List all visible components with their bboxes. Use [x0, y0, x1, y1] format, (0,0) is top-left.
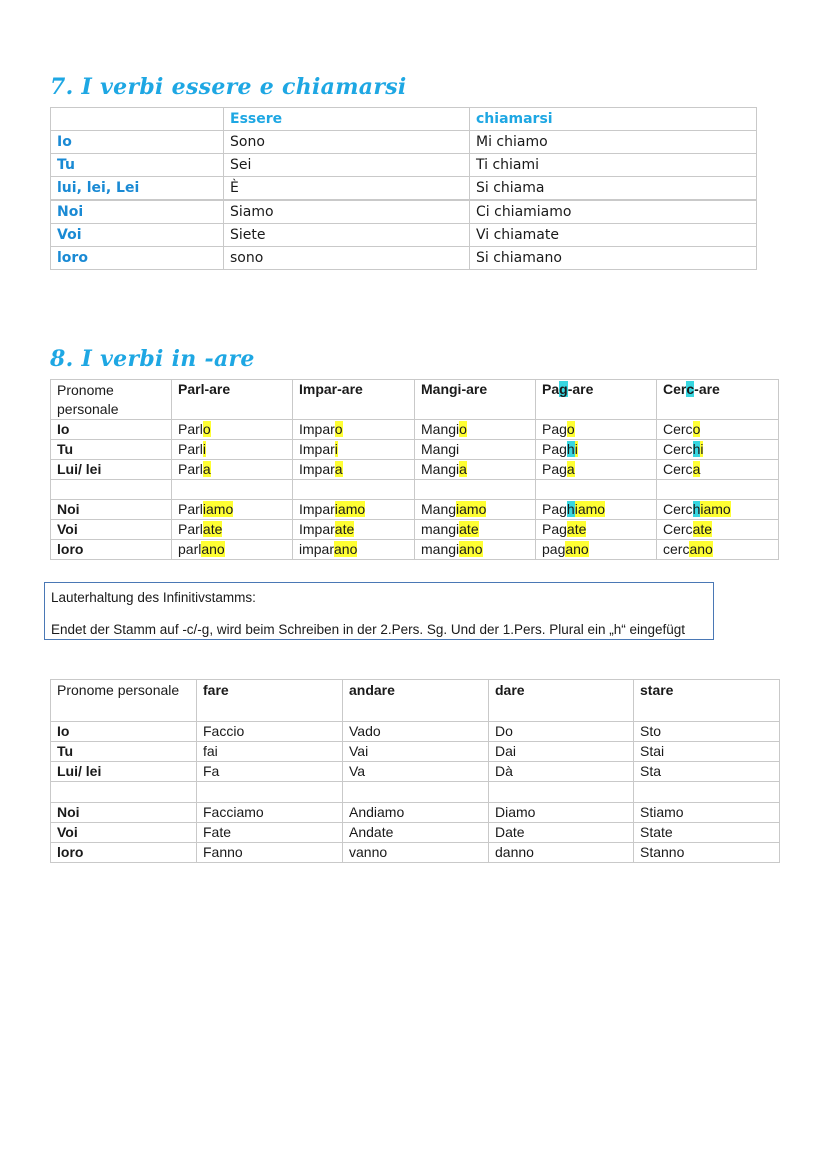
chiamarsi-cell: Vi chiamate [470, 224, 757, 247]
spacer-cell [415, 480, 536, 500]
form-cell: mangiano [415, 540, 536, 560]
form-cell: Cerchi [657, 440, 779, 460]
form-cell: Impariamo [293, 500, 415, 520]
form-cell: Fa [197, 762, 343, 782]
essere-cell: Siete [224, 224, 470, 247]
form-cell: Impara [293, 460, 415, 480]
form-cell: imparano [293, 540, 415, 560]
verb-header-cercare: Cerc-are [657, 380, 779, 420]
verb-header-parlare: Parl-are [172, 380, 293, 420]
verb-header-pagare: Pag-are [536, 380, 657, 420]
form-cell: parlano [172, 540, 293, 560]
form-cell: Parlo [172, 420, 293, 440]
form-cell: Cerca [657, 460, 779, 480]
chiamarsi-cell: Mi chiamo [470, 131, 757, 154]
note-heading: Lauterhaltung des Infinitivstamms: [51, 590, 256, 605]
spacer-cell [51, 782, 197, 803]
table-row [51, 500, 779, 520]
form-cell: Vado [343, 722, 489, 742]
are-verbs-table [50, 379, 779, 560]
form-cell: Stiamo [634, 803, 780, 823]
pronoun-cell: Tu [51, 742, 197, 762]
form-cell: Stanno [634, 843, 780, 863]
form-cell: Diamo [489, 803, 634, 823]
table-row [51, 520, 779, 540]
form-cell: Imparate [293, 520, 415, 540]
pronoun-cell: Tu [51, 154, 224, 177]
pronoun-header: Pronome personale [51, 680, 197, 722]
table-row [51, 201, 757, 224]
table-row [51, 803, 780, 823]
form-cell: Cerco [657, 420, 779, 440]
form-cell: Parli [172, 440, 293, 460]
form-cell: Parla [172, 460, 293, 480]
form-cell: Vai [343, 742, 489, 762]
form-cell: Fate [197, 823, 343, 843]
form-cell: Paghiamo [536, 500, 657, 520]
table-row [51, 224, 757, 247]
verb-header-mangiare: Mangi-are [415, 380, 536, 420]
table-row [51, 722, 780, 742]
table-row [51, 420, 779, 440]
table-row [51, 540, 779, 560]
form-cell: Impari [293, 440, 415, 460]
form-cell: Andate [343, 823, 489, 843]
form-cell: mangiate [415, 520, 536, 540]
table-row [51, 742, 780, 762]
form-cell: Stai [634, 742, 780, 762]
verb-header-dare: dare [489, 680, 634, 722]
pronoun-cell: Lui/ lei [51, 460, 172, 480]
spacer-cell [343, 782, 489, 803]
pronoun-header: Pronome personale [51, 380, 172, 420]
spacer-row [51, 782, 780, 803]
note-text: Endet der Stamm auf -c/-g, wird beim Schreiben in der 2.Pers. Sg. Und der 1.Pers. Plural ein „h“ eingefügt [51, 622, 686, 637]
table-row [51, 440, 779, 460]
pronoun-cell: Noi [51, 803, 197, 823]
pronoun-cell: loro [51, 247, 224, 270]
spacer-cell [657, 480, 779, 500]
form-cell: Paga [536, 460, 657, 480]
form-cell: cercano [657, 540, 779, 560]
table-row [51, 131, 757, 154]
form-cell: fai [197, 742, 343, 762]
pronoun-cell: Lui/ lei [51, 762, 197, 782]
form-cell: vanno [343, 843, 489, 863]
chiamarsi-cell: Si chiama [470, 177, 757, 200]
form-cell: Imparo [293, 420, 415, 440]
pronoun-cell: Noi [51, 500, 172, 520]
pronoun-cell: Io [51, 420, 172, 440]
essere-chiamarsi-table [50, 107, 757, 270]
table-row [51, 460, 779, 480]
table-row [51, 247, 757, 270]
spacer-cell [197, 782, 343, 803]
form-cell: pagano [536, 540, 657, 560]
spacer-row [51, 480, 779, 500]
form-cell: Faccio [197, 722, 343, 742]
spacer-cell [489, 782, 634, 803]
form-cell: Do [489, 722, 634, 742]
pronoun-cell: Voi [51, 823, 197, 843]
form-cell: State [634, 823, 780, 843]
pronoun-cell: Noi [51, 201, 224, 224]
section-8-title: 8. I verbi in -are [50, 346, 255, 372]
spacer-cell [172, 480, 293, 500]
table-row [51, 762, 780, 782]
form-cell: Pago [536, 420, 657, 440]
chiamarsi-cell: Ti chiami [470, 154, 757, 177]
form-cell: Cercate [657, 520, 779, 540]
table-row [51, 177, 757, 200]
table-header-row [51, 108, 757, 131]
form-cell: Dai [489, 742, 634, 762]
form-cell: Mangiamo [415, 500, 536, 520]
header-chiamarsi: chiamarsi [470, 108, 757, 131]
verb-header-imparare: Impar-are [293, 380, 415, 420]
form-cell: Sta [634, 762, 780, 782]
table-header-row [51, 380, 779, 420]
form-cell: Facciamo [197, 803, 343, 823]
form-cell: Sto [634, 722, 780, 742]
form-cell: Dà [489, 762, 634, 782]
form-cell: Parliamo [172, 500, 293, 520]
verb-header-fare: fare [197, 680, 343, 722]
pronoun-cell: Io [51, 722, 197, 742]
essere-cell: È [224, 177, 470, 200]
section-7-title: 7. I verbi essere e chiamarsi [50, 74, 407, 100]
form-cell: Va [343, 762, 489, 782]
form-cell: Andiamo [343, 803, 489, 823]
pronoun-cell: loro [51, 540, 172, 560]
form-cell: Parlate [172, 520, 293, 540]
pronoun-cell: Tu [51, 440, 172, 460]
essere-cell: Siamo [224, 201, 470, 224]
form-cell: Mangia [415, 460, 536, 480]
spacer-cell [536, 480, 657, 500]
form-cell: Fanno [197, 843, 343, 863]
spacer-cell [51, 480, 172, 500]
pronoun-cell: loro [51, 843, 197, 863]
essere-cell: sono [224, 247, 470, 270]
form-cell: Date [489, 823, 634, 843]
chiamarsi-cell: Si chiamano [470, 247, 757, 270]
spacer-cell [634, 782, 780, 803]
table-header-row [51, 680, 780, 722]
form-cell: Mangi [415, 440, 536, 460]
header-essere: Essere [224, 108, 470, 131]
spacer-cell [293, 480, 415, 500]
form-cell: Mangio [415, 420, 536, 440]
pronoun-cell: Voi [51, 224, 224, 247]
table-row [51, 154, 757, 177]
pronoun-cell: Io [51, 131, 224, 154]
form-cell: Pagate [536, 520, 657, 540]
chiamarsi-cell: Ci chiamiamo [470, 201, 757, 224]
pronoun-cell: lui, lei, Lei [51, 177, 224, 200]
form-cell: Cerchiamo [657, 500, 779, 520]
header-cell-empty [51, 108, 224, 131]
table-row [51, 823, 780, 843]
essere-cell: Sono [224, 131, 470, 154]
verb-header-andare: andare [343, 680, 489, 722]
verb-header-stare: stare [634, 680, 780, 722]
note-box [44, 582, 714, 640]
form-cell: Paghi [536, 440, 657, 460]
essere-cell: Sei [224, 154, 470, 177]
form-cell: danno [489, 843, 634, 863]
irregular-verbs-table [50, 679, 780, 863]
pronoun-cell: Voi [51, 520, 172, 540]
table-row [51, 843, 780, 863]
